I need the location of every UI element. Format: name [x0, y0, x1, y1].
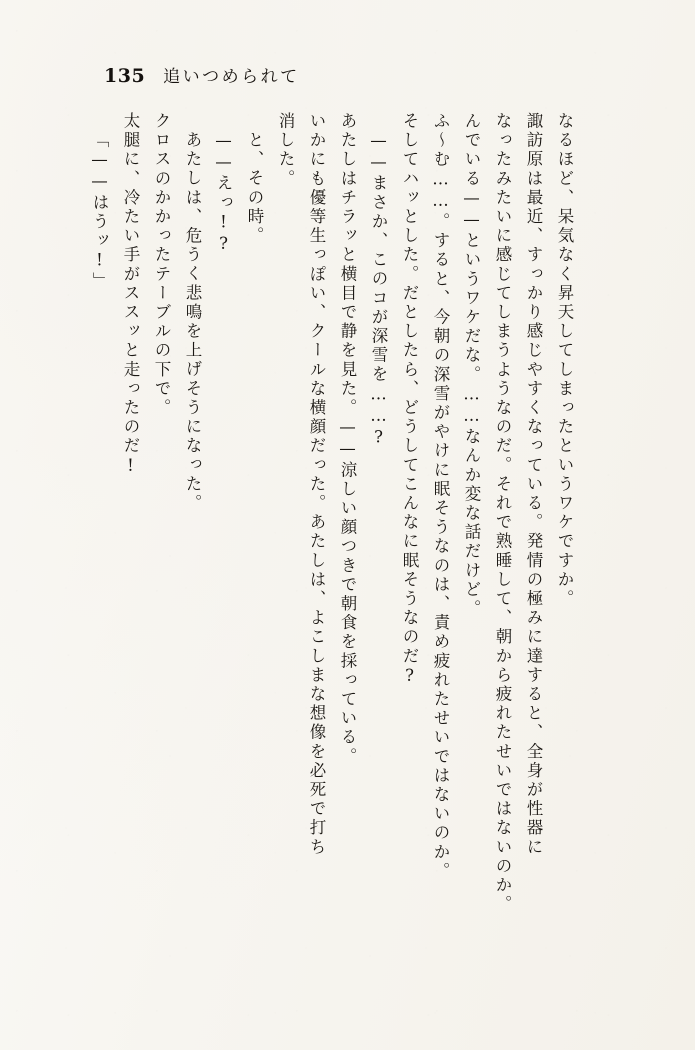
- text-column: なるほど、呆気なく昇天してしまったというワケですか。: [555, 112, 574, 609]
- text-column: ——まさか、このコが深雪を……?: [369, 131, 388, 450]
- text-column: 諏訪原は最近、すっかり感じやすくなっている。発情の極みに達すると、全身が性器に: [524, 112, 543, 857]
- text-column: なったみたいに感じてしまうようなのだ。それで熟睡して、朝から疲れたせいではないのか。: [493, 112, 512, 915]
- text-column: いかにも優等生っぽい、クールな横顔だった。あたしは、よこしまな想像を必死で打ち: [307, 112, 326, 857]
- text-column: 太腿に、冷たい手がススッと走ったのだ!: [121, 112, 140, 478]
- vertical-text-body: [76, 112, 621, 992]
- text-column: あたしはチラッと横目で静を見た。——涼しい顔つきで朝食を採っている。: [338, 112, 357, 767]
- chapter-title: 追いつめられて: [163, 67, 300, 87]
- page-number: 135: [104, 65, 146, 87]
- text-column: クロスのかかったテーブルの下で。: [152, 112, 171, 418]
- text-column: 消した。: [276, 112, 295, 189]
- text-column: あたしは、危うく悲鳴を上げそうになった。: [183, 131, 202, 513]
- text-column: ——えっ!?: [214, 131, 233, 256]
- text-column: と、その時。: [245, 131, 264, 246]
- text-column: ふ〜む……。すると、今朝の深雪がやけに眠そうなのは、責め疲れたせいではないのか。: [431, 112, 450, 881]
- text-column: 「——はうッ!」: [90, 131, 109, 292]
- text-column: んでいる——というワケだな。……なんか変な話だけど。: [462, 112, 481, 619]
- text-column: そしてハッとした。だとしたら、どうしてこんなに眠そうなのだ?: [400, 112, 419, 688]
- running-head: [104, 62, 300, 87]
